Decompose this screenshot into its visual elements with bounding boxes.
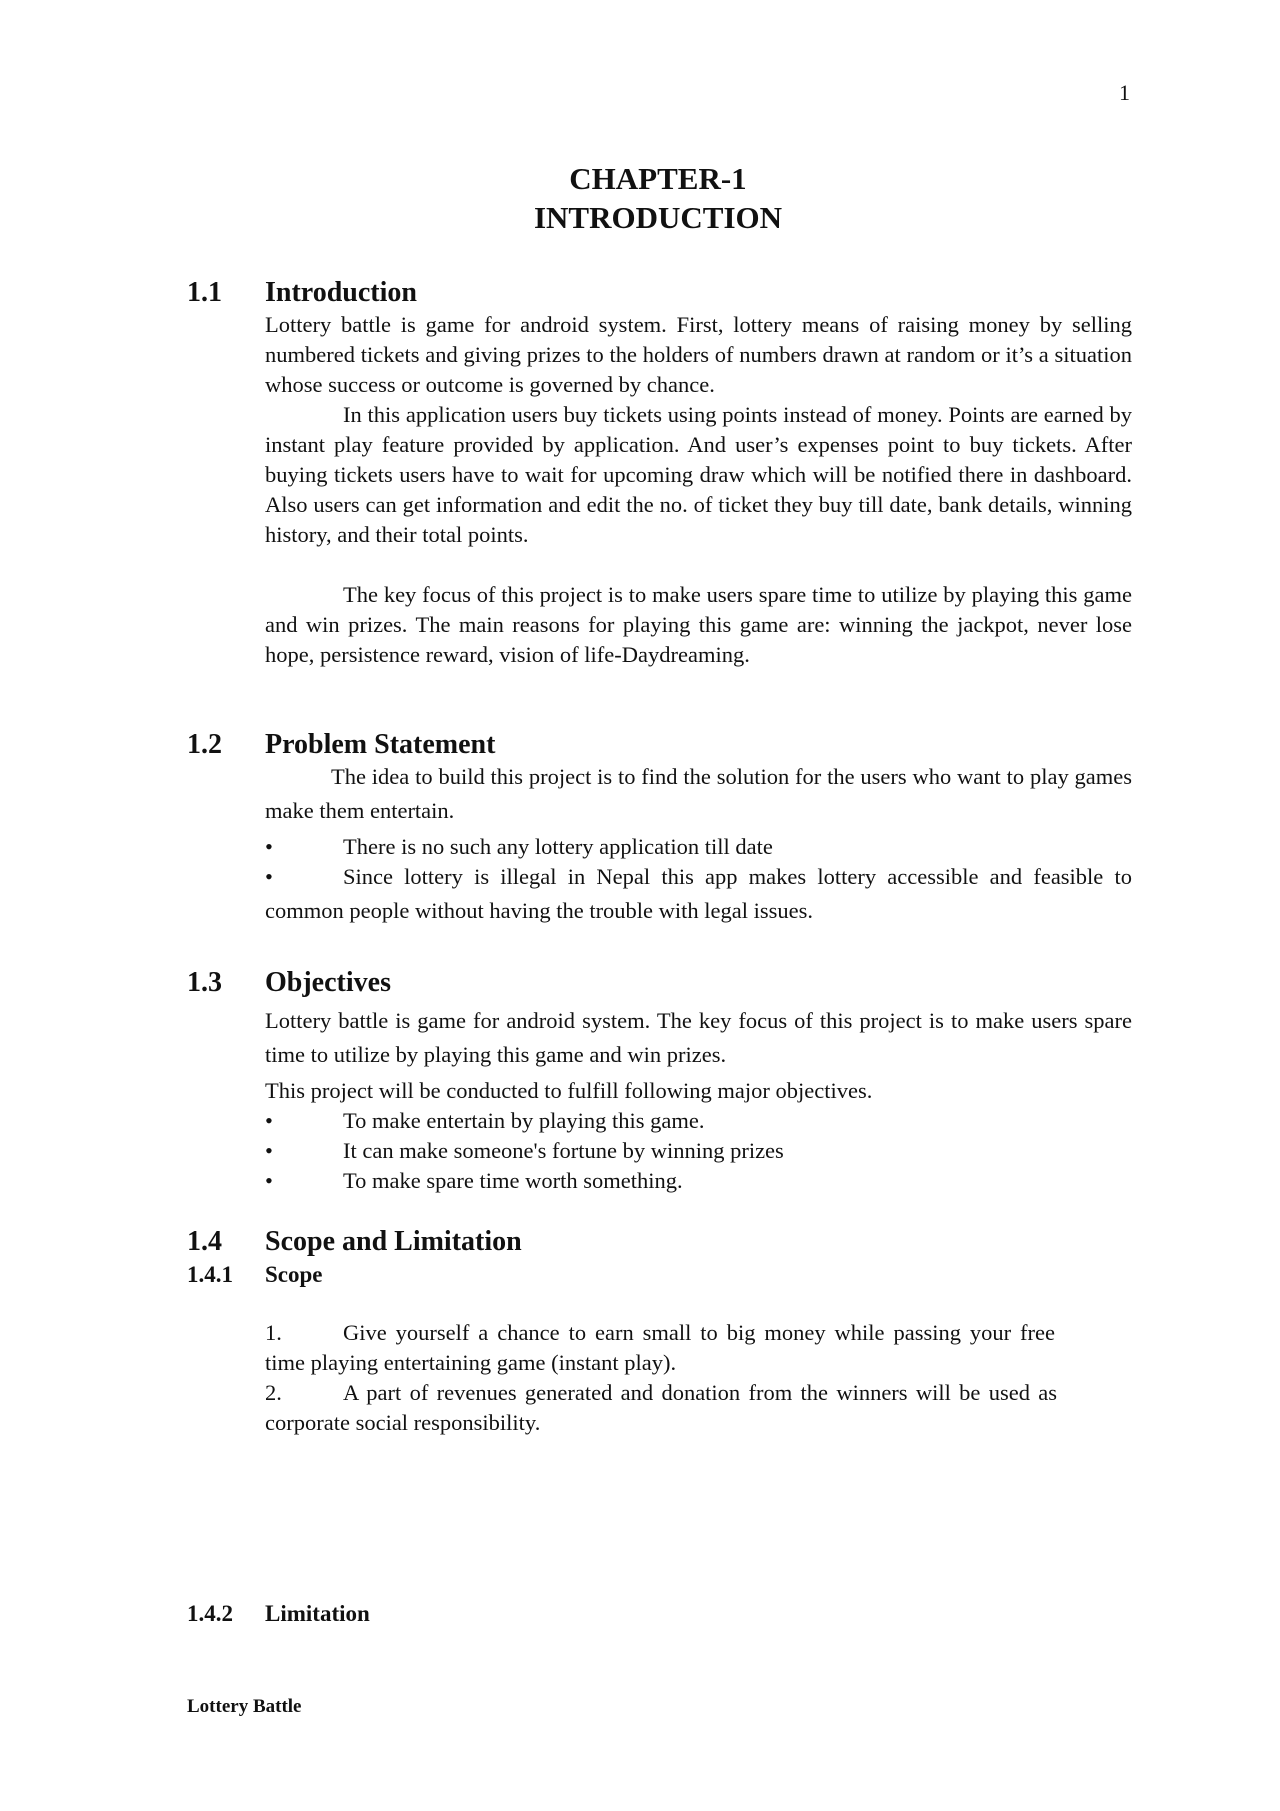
problem-paragraph: The idea to build this project is to find the solution for the users who want to play games make them entertain. [265,764,1132,823]
intro-paragraph-2: In this application users buy tickets using points instead of money. Points are earned by instant play feature provided by application. And user’s expenses point to buy tickets. After buying tickets users have to wait for upcoming draw which will be notified there in dashboard. Also users can get information and edit the no. of ticket they buy till date, bank details, winning history, and their total points. [265,402,1132,547]
page-footer: Lottery Battle [187,1696,302,1717]
page-number: 1 [1119,80,1130,105]
section-number: 1.1 [187,277,222,308]
section-heading-objectives [187,967,1087,1007]
subsection-number: 1.4.1 [187,1262,233,1287]
section-title: Introduction [265,277,417,308]
item-number: 2. [265,1380,282,1405]
subsection-number: 1.4.2 [187,1601,233,1626]
chapter-number: CHAPTER-1 [569,161,747,196]
section-number: 1.4 [187,1226,222,1257]
list-item: 2. A part of revenues generated and donation from the winners will be used as corporate social responsibility. [265,1380,1057,1435]
list-item: • To make spare time worth something. [265,1166,1132,1196]
bullet-icon: • [265,864,273,889]
list-item: • It can make someone's fortune by winning prizes [265,1136,1132,1166]
subsection-heading-scope [187,1262,1087,1302]
chapter-title: INTRODUCTION [533,200,783,235]
list-item: • To make entertain by playing this game. [265,1106,1132,1136]
intro-paragraph-1: Lottery battle is game for android system. First, lottery means of raising money by selling numbered tickets and giving prizes to the holders of numbers drawn at random or it’s a situation whose success or outcome is governed by chance. [265,312,1132,397]
bullet-icon: • [265,1108,273,1133]
section-number: 1.2 [187,729,222,760]
list-item: 1. Give yourself a chance to earn small to big money while passing your free time playing entertaining game (instant play). [265,1320,1055,1375]
section-title: Problem Statement [265,729,496,760]
list-item: • There is no such any lottery application till date [265,832,1132,862]
bullet-icon: • [265,1138,273,1163]
list-item: • Since lottery is illegal in Nepal this app makes lottery accessible and feasible to common people without having the trouble with legal issues. [265,860,1132,928]
bullet-icon: • [265,1168,273,1193]
section-heading-scope-limitation [187,1226,1087,1266]
item-number: 1. [265,1320,282,1345]
section-title: Objectives [265,967,391,998]
objectives-paragraph-1: Lottery battle is game for android system. The key focus of this project is to make users spare time to utilize by playing this game and win prizes. [265,1008,1132,1067]
subsection-heading-limitation [187,1601,1087,1641]
objectives-paragraph-2: This project will be conducted to fulfill following major objectives. [265,1078,873,1103]
bullet-icon: • [265,834,273,859]
intro-paragraph-3: The key focus of this project is to make users spare time to utilize by playing this game and win prizes. The main reasons for playing this game are: winning the jackpot, never lose hope, persistence reward, vision of life-Daydreaming. [265,582,1132,667]
section-number: 1.3 [187,967,222,998]
subsection-title: Limitation [265,1601,370,1626]
section-title: Scope and Limitation [265,1226,522,1257]
subsection-title: Scope [265,1262,323,1287]
